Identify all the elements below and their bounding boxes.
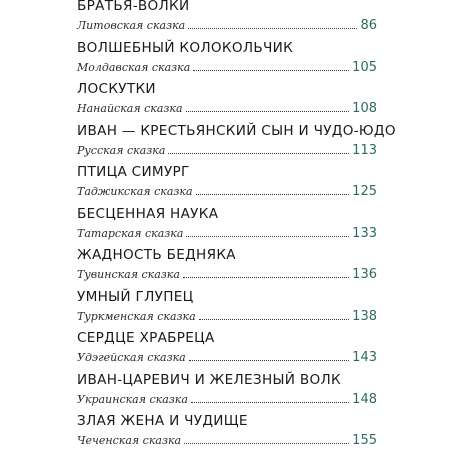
story-origin: Туркменская сказка	[77, 309, 196, 323]
toc-entry[interactable]	[77, 39, 377, 81]
story-origin: Татарская сказка	[77, 226, 184, 240]
dot-leader	[184, 442, 349, 444]
toc-entry[interactable]	[77, 329, 377, 371]
story-origin: Нанайская сказка	[77, 102, 183, 115]
page-number: 133	[352, 225, 377, 241]
toc-entry[interactable]	[77, 246, 377, 288]
page-number: 125	[352, 184, 377, 199]
story-origin: Литовская сказка	[77, 19, 186, 32]
story-title: ВОЛШЕБНЫЙ КОЛОКОЛЬЧИК	[77, 39, 294, 56]
story-origin: Удэгейская сказка	[77, 351, 186, 364]
story-title: ИВАН — КРЕСТЬЯНСКИЙ СЫН И ЧУДО-ЮДО	[77, 122, 396, 139]
table-of-contents	[77, 0, 396, 454]
story-title: ЗЛАЯ ЖЕНА И ЧУДИЩЕ	[77, 413, 248, 429]
story-title: БРАТЬЯ-ВОЛКИ	[77, 0, 190, 14]
dot-leader	[168, 152, 349, 154]
toc-entry[interactable]	[77, 205, 377, 247]
page-number: 86	[360, 18, 377, 33]
story-title: ЖАДНОСТЬ БЕДНЯКА	[77, 247, 236, 263]
page-number: 136	[352, 267, 377, 282]
story-title: ЛОСКУТКИ	[77, 81, 156, 97]
story-origin: Тувинская сказка	[77, 268, 180, 281]
page-number: 148	[352, 391, 377, 407]
story-origin: Молдавская сказка	[77, 60, 191, 74]
dot-leader	[186, 110, 350, 112]
story-origin: Украинская сказка	[77, 392, 188, 406]
toc-entry[interactable]	[77, 0, 377, 39]
page-number: 113	[352, 142, 377, 158]
page-number: 138	[352, 308, 377, 324]
page-number: 105	[352, 59, 377, 75]
story-origin: Чеченская сказка	[77, 434, 182, 447]
toc-entry[interactable]	[77, 371, 377, 413]
dot-leader	[186, 235, 349, 237]
dot-leader	[191, 401, 349, 403]
story-title: ИВАН-ЦАРЕВИЧ И ЖЕЛЕЗНЫЙ ВОЛК	[77, 371, 341, 388]
dot-leader	[196, 193, 350, 195]
story-title: УМНЫЙ ГЛУПЕЦ	[77, 288, 194, 305]
toc-entry[interactable]	[77, 163, 377, 205]
toc-entry[interactable]	[77, 122, 396, 164]
page-number: 108	[352, 101, 377, 116]
story-title: ПТИЦА СИМУРГ	[77, 164, 190, 180]
dot-leader	[193, 69, 349, 71]
story-origin: Русская сказка	[77, 143, 166, 157]
dot-leader	[183, 276, 349, 278]
toc-entry[interactable]	[77, 288, 377, 330]
toc-entry[interactable]	[77, 80, 377, 122]
dot-leader	[189, 359, 349, 361]
dot-leader	[188, 27, 357, 29]
dot-leader	[199, 318, 349, 320]
page-number: 143	[352, 350, 377, 365]
page-number: 155	[352, 433, 377, 448]
story-title: БЕСЦЕННАЯ НАУКА	[77, 205, 219, 222]
toc-entry[interactable]	[77, 412, 377, 454]
story-title: СЕРДЦЕ ХРАБРЕЦА	[77, 330, 215, 346]
story-origin: Таджикская сказка	[77, 185, 193, 198]
